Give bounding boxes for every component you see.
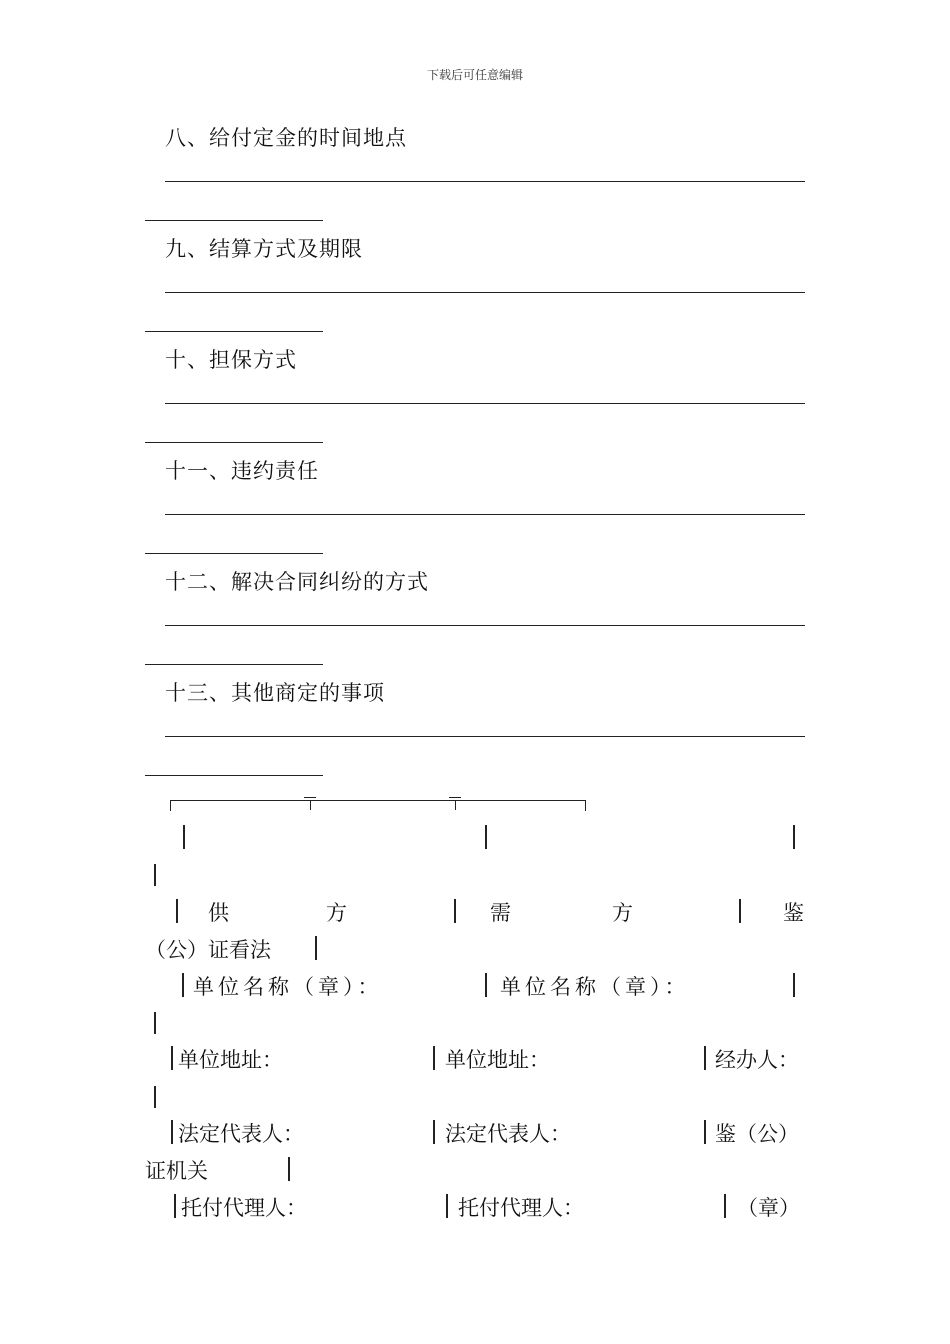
table-cell-border <box>704 1120 706 1144</box>
table-cell-border <box>704 1046 706 1070</box>
table-cell-border <box>446 1194 448 1218</box>
buyer-header-char2: 方 <box>612 901 633 925</box>
table-cell-border <box>454 899 456 923</box>
fill-line-continuation <box>145 331 323 332</box>
fill-line <box>165 403 805 404</box>
table-divider-tick <box>455 800 456 810</box>
appraiser-header-continuation: （公）证看法 <box>145 938 271 962</box>
fill-line-continuation <box>145 220 323 221</box>
table-divider-tick-cap <box>449 797 461 798</box>
appraiser-authority-continuation: 证机关 <box>145 1159 208 1183</box>
section-heading-settlement: 九、结算方式及期限 <box>165 237 363 261</box>
table-cell-border <box>739 899 741 923</box>
table-cell-border <box>182 973 184 997</box>
header-note: 下载后可任意编辑 <box>426 68 523 82</box>
table-cell-border <box>171 1046 173 1070</box>
supplier-header-char1: 供 <box>208 901 229 925</box>
table-cell-border <box>288 1157 290 1181</box>
table-cell-border <box>433 1120 435 1144</box>
table-cell-border <box>154 864 156 886</box>
table-cell-border <box>315 936 317 960</box>
buyer-unit-name-label: 单位名称（章）： <box>500 975 690 999</box>
table-divider-tick <box>310 800 311 810</box>
section-heading-breach: 十一、违约责任 <box>165 459 319 483</box>
supplier-unit-name-label: 单位名称（章）： <box>193 975 383 999</box>
supplier-legal-rep-label: 法定代表人： <box>178 1122 304 1146</box>
table-cell-border <box>793 973 795 997</box>
supplier-agent-label: 托付代理人： <box>181 1196 307 1220</box>
table-cell-border <box>154 1012 156 1034</box>
supplier-header-char2: 方 <box>326 901 347 925</box>
fill-line-continuation <box>145 664 323 665</box>
fill-line <box>165 514 805 515</box>
fill-line <box>165 736 805 737</box>
fill-line <box>165 625 805 626</box>
fill-line <box>165 292 805 293</box>
table-cell-border <box>485 825 487 849</box>
section-heading-dispute: 十二、解决合同纠纷的方式 <box>165 570 429 594</box>
table-divider-tick-cap <box>304 797 316 798</box>
supplier-address-label: 单位地址： <box>178 1048 283 1072</box>
fill-line-continuation <box>145 775 323 776</box>
table-cell-border <box>171 1120 173 1144</box>
fill-line-continuation <box>145 553 323 554</box>
appraiser-seal-label: （章） <box>737 1196 800 1220</box>
buyer-header-char1: 需 <box>490 901 511 925</box>
table-cell-border <box>176 899 178 923</box>
signature-table-top-border <box>170 800 586 811</box>
appraiser-handler-label: 经办人： <box>715 1048 799 1072</box>
section-heading-other-matters: 十三、其他商定的事项 <box>165 681 385 705</box>
table-cell-border <box>154 1086 156 1108</box>
table-cell-border <box>793 825 795 849</box>
table-cell-border <box>433 1046 435 1070</box>
fill-line-continuation <box>145 442 323 443</box>
fill-line <box>165 181 805 182</box>
buyer-agent-label: 托付代理人： <box>458 1196 584 1220</box>
table-cell-border <box>174 1194 176 1218</box>
appraiser-authority-label: 鉴（公） <box>715 1122 799 1146</box>
buyer-legal-rep-label: 法定代表人： <box>445 1122 571 1146</box>
appraiser-header-char: 鉴 <box>783 901 804 925</box>
section-heading-guarantee: 十、担保方式 <box>165 348 297 372</box>
table-cell-border <box>485 973 487 997</box>
buyer-address-label: 单位地址： <box>445 1048 550 1072</box>
section-heading-deposit-time-place: 八、给付定金的时间地点 <box>165 126 407 150</box>
table-cell-border <box>724 1194 726 1218</box>
table-cell-border <box>183 825 185 849</box>
